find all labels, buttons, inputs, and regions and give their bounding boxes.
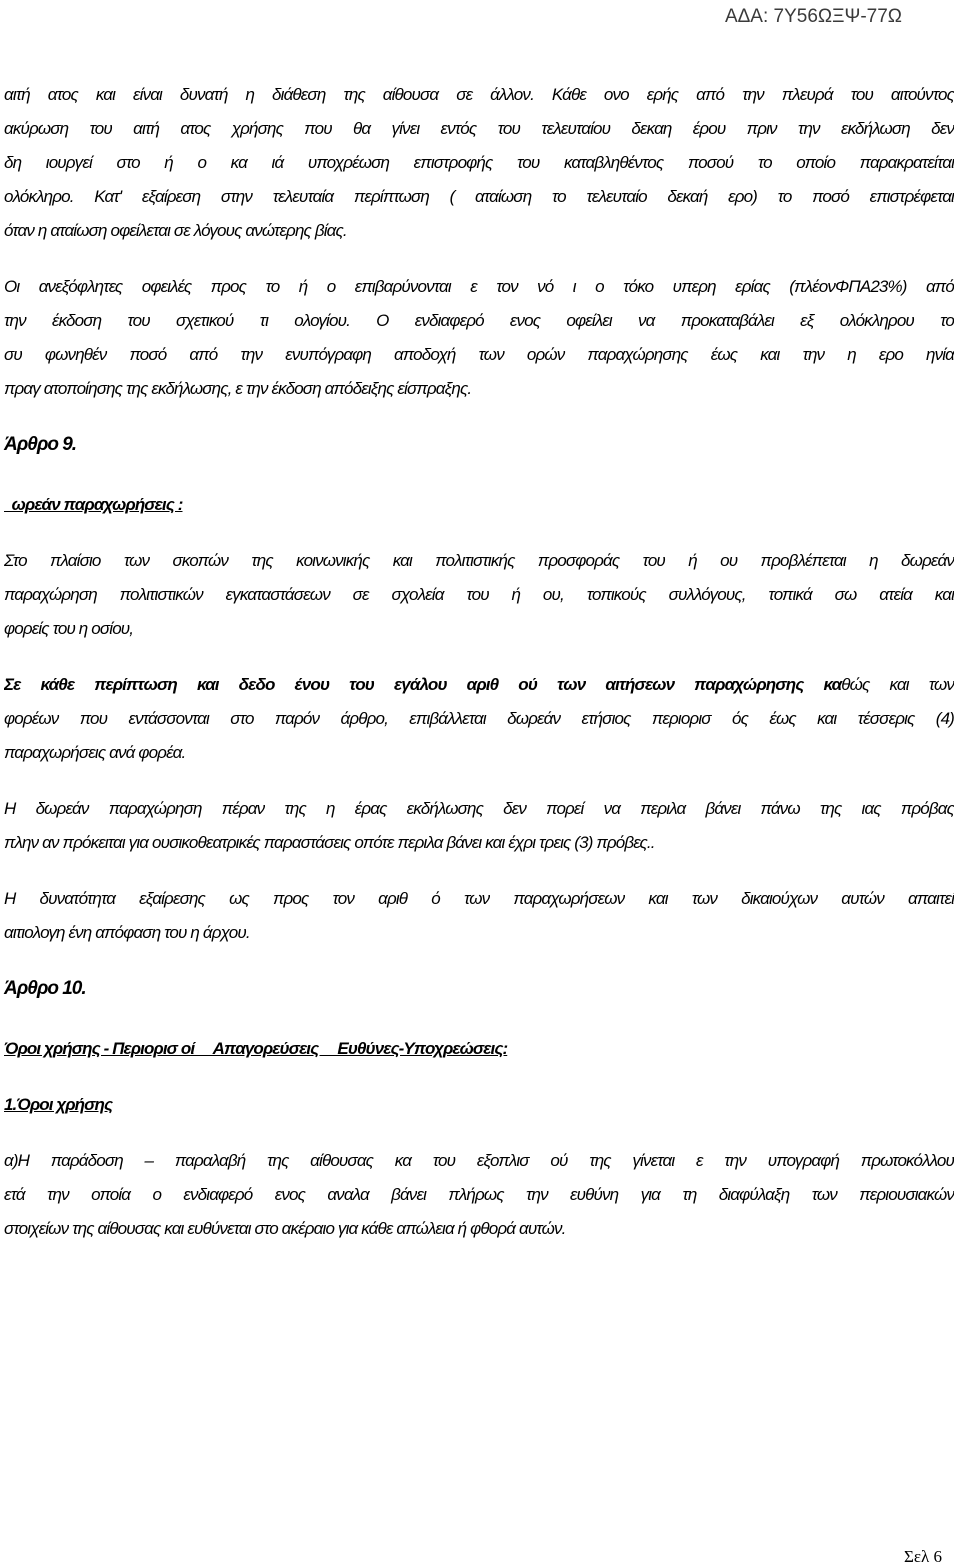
text-line: αιτιολογη ένη απόφαση του η άρχου. (4, 923, 250, 942)
text-line: στοιχείων της αίθουσας και ευθύνεται στο ακέραιο για κάθε απώλεια ή φθορά αυτών. (4, 1219, 566, 1238)
article-9-heading: Άρθρο 9. (4, 434, 77, 455)
terms-of-use-subheading: Όροι χρήσης - Περιορισ οί Απαγορεύσεις Ευθύνες-Υποχρεώσεις: (4, 1039, 508, 1058)
text-line: ολόκληρο. Κατ' εξαίρεση στην τελευταία περίπτωση ( αταίωση το τελευταίο δεκαή ερο) το ποσό επιστρέφεται (4, 187, 954, 206)
text-line: την έκδοση του σχετικού τι ολογίου. Ο ενδιαφερό ενος οφείλει να προκαταβάλει εξ ολόκληρου το (4, 311, 954, 330)
page-number: Σελ 6 (903, 1547, 942, 1566)
text-line: πραγ ατοποίησης της εκδήλωσης, ε την έκδοση απόδειξης είσπραξης. (4, 379, 472, 398)
text-line: συ φωνηθέν ποσό από την ενυπόγραφη αποδοχή των ορών παραχώρησης έως και την η ερο ηνία (4, 345, 954, 364)
text-line: ετά την οποία ο ενδιαφερό ενος αναλα βάνει πλήρως την ευθύνη για τη διαφύλαξη των περιουσιακών (4, 1185, 954, 1204)
text-span: θώς και των (841, 675, 954, 694)
text-line: Η δωρεάν παραχώρηση πέραν της η έρας εκδήλωσης δεν πορεί να περιλα βάνει πάνω της ιας πρόβας (4, 799, 954, 818)
terms-subsection-heading: 1.Όροι χρήσης (4, 1095, 113, 1114)
text-line: ακύρωση του αιτή ατος χρήσης που θα γίνει εντός του τελευταίου δεκαη έρου πριν την εκδήλωση δεν (4, 119, 954, 138)
free-concessions-subheading: ωρεάν παραχωρήσεις : (4, 495, 183, 514)
text-line: παραχωρήσεις ανά φορέα. (4, 743, 186, 762)
text-line: Οι ανεξόφλητες οφειλές προς το ή ο επιβαρύνονται ε τον νό ι ο τόκο υπερη ερίας (πλέονΦΠΑ23%) από (4, 277, 954, 296)
text-line: φορείς του η οσίου, (4, 619, 134, 638)
text-line: Στο πλαίσιο των σκοπών της κοινωνικής και πολιτιστικής προσφοράς του ή ου προβλέπεται η δωρεάν (4, 551, 954, 570)
text-line: Η δυνατότητα εξαίρεσης ως προς τον αριθ ό των παραχωρήσεων και των δικαιούχων αυτών απαιτεί (4, 889, 954, 908)
paragraph-free-concession (4, 544, 954, 646)
paragraph-cancellation (4, 78, 954, 248)
bold-text: Σε κάθε περίπτωση και δεδο ένου του εγάλου αριθ ού των αιτήσεων παραχώρησης κα (4, 675, 842, 694)
paragraph-annual-limit (4, 668, 954, 770)
text-line: αιτή ατος και είναι δυνατή η διάθεση της αίθουσα σε άλλον. Κάθε ονο ερής από την πλευρά του αιτούντος (4, 85, 954, 104)
ada-header: ΑΔΑ: 7Υ56ΩΞΨ-77Ω (724, 6, 902, 27)
text-line: δη ιουργεί στο ή ο κα ιά υποχρέωση επιστροφής του καταβληθέντος ποσού το οποίο παρακρατείται (4, 153, 954, 172)
paragraph-outstanding-debts (4, 270, 954, 406)
paragraph-exception (4, 882, 954, 950)
document-body (4, 78, 954, 1268)
paragraph-handover (4, 1144, 954, 1246)
text-line: φορέων που εντάσσονται στο παρόν άρθρο, επιβάλλεται δωρεάν ετήσιος περιορισ ός έως και τέσσερις (4) (4, 709, 954, 728)
text-line: α)Η παράδοση – παραλαβή της αίθουσας κα του εξοπλισ ού της γίνεται ε την υπογραφή πρωτοκόλλου (4, 1151, 954, 1170)
paragraph-rehearsals (4, 792, 954, 860)
article-10-heading: Άρθρο 10. (4, 978, 86, 999)
text-line: παραχώρηση πολιτιστικών εγκαταστάσεων σε σχολεία του ή ου, τοπικούς συλλόγους, τοπικά σω ατεία και (4, 585, 954, 604)
text-line: πλην αν πρόκειται για ουσικοθεατρικές παραστάσεις οπότε περιλα βάνει και έχρι τρεις (3) πρόβες.. (4, 833, 655, 852)
text-line (4, 668, 954, 702)
text-line: όταν η αταίωση οφείλεται σε λόγους ανώτερης βίας. (4, 221, 347, 240)
